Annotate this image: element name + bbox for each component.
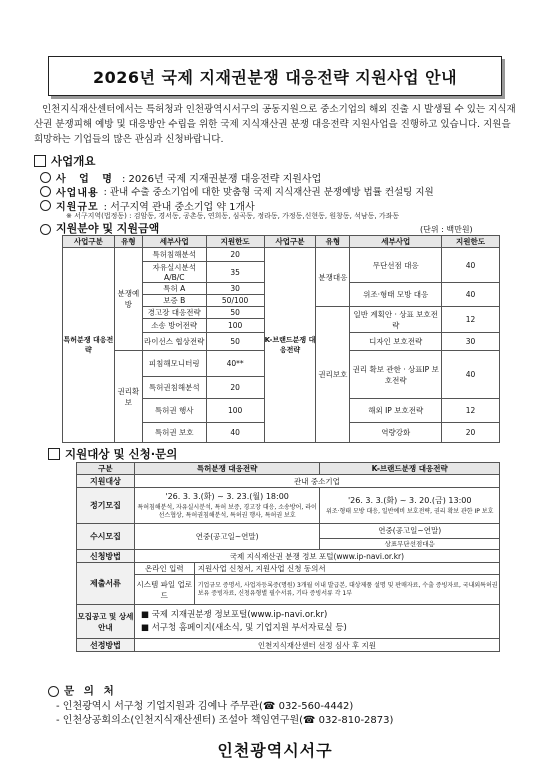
right-category: K-브랜드분쟁 대응전략 (264, 248, 316, 443)
table-row (77, 475, 500, 488)
left-detail: 특허권침해분석 (142, 377, 206, 399)
col-header: 구분 (77, 463, 135, 475)
overview-value: : 관내 수출 중소기업에 대한 맞춤형 국제 지식재산권 분쟁예방 법률 컨설팅 지원 (103, 187, 434, 198)
docs-key: 시스템 파일 업로드 (134, 575, 194, 605)
left-detail: 보증 B (142, 295, 206, 307)
right-detail: 일반 계획안 · 상표 보호전략 (350, 307, 442, 333)
table-row (77, 605, 500, 639)
section-support-label: 지원분야 및 지원금액 (56, 222, 160, 235)
col-header: 유형 (316, 236, 350, 248)
section-apply-heading (48, 446, 177, 462)
left-limit: 40** (206, 351, 264, 377)
circle-bullet-icon (40, 172, 51, 183)
right-limit: 12 (442, 399, 500, 423)
docs-key: 온라인 입력 (134, 563, 194, 575)
circle-bullet-icon (40, 200, 51, 211)
contact-line-1: - 인천광역시 서구청 기업지원과 김예나 주무관(☎ 032-560-4442) (56, 701, 354, 712)
col-header: 세부사업 (350, 236, 442, 248)
left-detail: 소송 방어전략 (142, 319, 206, 333)
section-support-heading (40, 220, 159, 236)
left-limit: 35 (206, 262, 264, 283)
rolling-right: 연중(공고일~연말) 상표무단선점대응 (320, 524, 500, 550)
col-header: K-브랜드분쟁 대응전략 (320, 463, 500, 475)
right-limit: 40 (442, 351, 500, 399)
row-label: 모집공고 및 상세안내 (77, 605, 135, 639)
select-value: 인천지식재산센터 선정 심사 후 지원 (134, 639, 499, 652)
method-value: 국제 지식재산권 분쟁 정보 포털(www.ip-navi.or.kr) (134, 550, 499, 563)
table-row (77, 524, 500, 550)
left-detail: 특허침해분석 (142, 248, 206, 262)
apply-header-row (77, 463, 500, 475)
left-limit: 20 (206, 377, 264, 399)
circle-bullet-icon (48, 686, 59, 697)
footer-issuer: 인천광역시서구 (217, 741, 333, 760)
left-category: 특허분쟁 대응전략 (63, 248, 115, 443)
apply-table (76, 462, 500, 652)
left-limit: 20 (206, 248, 264, 262)
left-detail: 특허권 보호 (142, 423, 206, 443)
col-header: 지원한도 (442, 236, 500, 248)
table-row (77, 488, 500, 524)
left-limit: 50 (206, 333, 264, 351)
left-limit: 100 (206, 319, 264, 333)
left-limit: 40 (206, 423, 264, 443)
col-header: 사업구분 (264, 236, 316, 248)
left-limit: 30 (206, 283, 264, 295)
docs-value: 기업규모 증명서, 사업자등록증(명원) 3개월 이내 발급본, 대상제품 설명 및 판매자료, 수출 증빙자료, 국내외특허권 보유 증빙자료, 신청유형별 필수서류, 기타 증빙서류 각 1부 (194, 575, 499, 605)
right-detail: 위조·형태 모방 대응 (350, 283, 442, 307)
right-limit: 30 (442, 333, 500, 351)
left-detail: 피침해모니터링 (142, 351, 206, 377)
unit-label: (단위 : 백만원) (420, 225, 473, 234)
left-detail: 특허 A (142, 283, 206, 295)
table-row (77, 563, 500, 575)
section-overview-heading (34, 153, 95, 169)
left-detail: 라이선스 협상전략 (142, 333, 206, 351)
right-detail: 권리 확보 관한 · 상표IP 보호전략 (350, 351, 442, 399)
target-value: 관내 중소기업 (134, 475, 499, 488)
left-detail: 경고장 대응전략 (142, 307, 206, 319)
left-limit: 50 (206, 307, 264, 319)
row-label: 제출서류 (77, 563, 135, 605)
right-detail: 역량강화 (350, 423, 442, 443)
circle-bullet-icon (40, 186, 51, 197)
rolling-left: 연중(공고일~연말) (134, 524, 320, 550)
section-apply-label: 지원대상 및 신청·문의 (65, 447, 178, 461)
overview-value: : 2026년 국제 지재권분쟁 대응전략 지원사업 (121, 174, 322, 185)
left-detail: 자유실시분석 A/B/C (142, 262, 206, 283)
contact-line-2: - 인천상공회의소(인천지식재산센터) 조설아 책임연구원(☎ 032-810-2873) (56, 715, 394, 726)
row-label: 정기모집 (77, 488, 135, 524)
left-type-prevent: 분쟁예방 (114, 248, 142, 351)
col-header: 사업구분 (63, 236, 115, 248)
overview-note: ※ 서구지역(법정동) : 검암동, 경서동, 공촌동, 연희동, 심곡동, 정라동, 가정동,신현동, 원창동, 석남동, 가좌동 (66, 212, 400, 220)
support-table (62, 235, 500, 443)
table-row (77, 639, 500, 652)
row-label: 선정방법 (77, 639, 135, 652)
contact-label: 문 의 처 (64, 685, 117, 697)
intro-paragraph: 인천지식재산센터에서는 특허청과 인천광역시서구의 공동지원으로 중소기업의 해외 진출 시 발생될 수 있는 지식재산권 분쟁피해 예방 및 대응방안 수립을 위한 국제 지식재산권 분쟁 대응전략 지원사업을 진행하고 있습니다. 지원을 희망하는 기업들의 많은 관심과 신청바랍니다. (34, 104, 516, 145)
right-type-respond: 분쟁대응 (316, 248, 350, 307)
right-limit: 40 (442, 283, 500, 307)
circle-bullet-icon (40, 224, 51, 235)
right-detail: 디자인 보호전략 (350, 333, 442, 351)
col-header: 지원한도 (206, 236, 264, 248)
right-detail: 무단선점 대응 (350, 248, 442, 283)
overview-item-1 (40, 170, 321, 185)
section-overview-label: 사업개요 (51, 154, 96, 168)
square-bullet-icon (48, 448, 60, 460)
overview-value: : 서구지역 관내 중소기업 약 1개사 (103, 202, 255, 213)
right-limit: 12 (442, 307, 500, 333)
notice-value: ■ 국제 지재권분쟁 정보포털(www.ip-navi.or.kr) ■ 서구청 홈페이지(새소식, 및 기업지원 부서자료실 등) (134, 605, 499, 639)
docs-value: 지원사업 신청서, 지원사업 신청 동의서 (194, 563, 499, 575)
table-row (63, 248, 500, 262)
row-label: 신청방법 (77, 550, 135, 563)
contact-heading (48, 683, 117, 698)
col-header: 특허분쟁 대응전략 (134, 463, 320, 475)
row-label: 수시모집 (77, 524, 135, 550)
overview-key: 지원규모 (56, 202, 99, 213)
support-header-row (63, 236, 500, 248)
overview-key: 사업내용 (56, 188, 99, 199)
left-type-secure: 권리확보 (114, 351, 142, 443)
overview-item-2 (40, 184, 434, 199)
right-limit: 40 (442, 248, 500, 283)
table-row (77, 550, 500, 563)
left-limit: 100 (206, 399, 264, 423)
table-row (77, 575, 500, 605)
col-header: 세부사업 (142, 236, 206, 248)
right-type-protect: 권리보호 (316, 307, 350, 443)
regular-right: '26. 3. 3.(화) ~ 3. 20.(금) 13:00 위조·형태 모방 대응, 일반예비 보호전략, 권리 확보 관한 IP 보호 (320, 488, 500, 524)
row-label: 지원대상 (77, 475, 135, 488)
left-limit: 50/100 (206, 295, 264, 307)
col-header: 유형 (114, 236, 142, 248)
overview-key: 사 업 명 (56, 174, 117, 185)
document-title: 2026년 국제 지재권분쟁 대응전략 지원사업 안내 (48, 56, 502, 96)
regular-left: '26. 3. 3.(화) ~ 3. 23.(월) 18:00 특허침해분석, 자유실시분석, 특허 보증, 경고장 대응, 소송방어, 라이선스협상, 특허권침해분석, 특허권 행사, 특허권 보호 (134, 488, 320, 524)
square-bullet-icon (34, 155, 46, 167)
right-detail: 해외 IP 보호전략 (350, 399, 442, 423)
left-detail: 특허권 행사 (142, 399, 206, 423)
right-limit: 20 (442, 423, 500, 443)
